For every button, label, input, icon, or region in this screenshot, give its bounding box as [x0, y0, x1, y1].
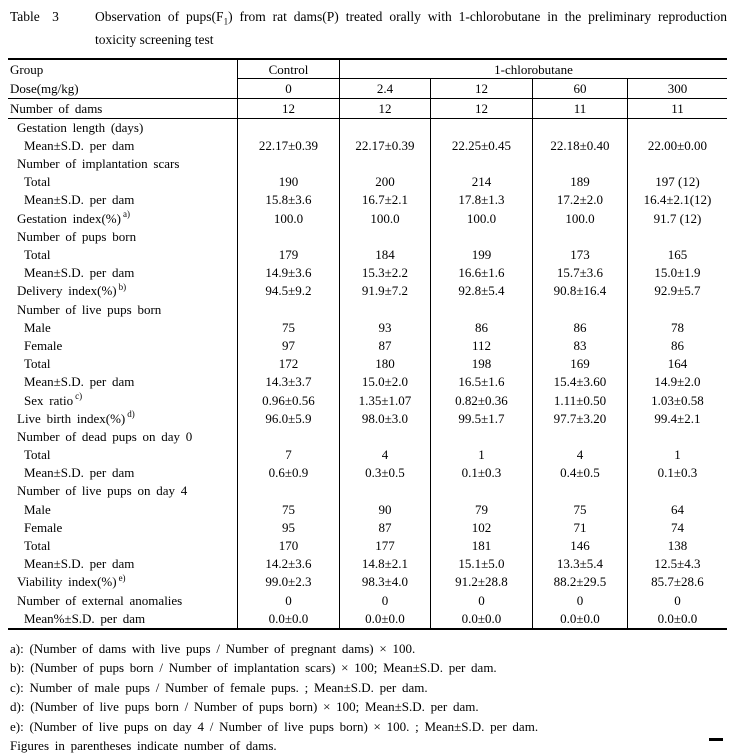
- cell-value: [627, 228, 727, 246]
- table-row: [8, 191, 727, 209]
- cell-value: 200: [339, 173, 430, 191]
- table-row: [8, 337, 727, 355]
- table-row: [8, 519, 727, 537]
- cell-value: 90: [339, 501, 430, 519]
- cell-value: [627, 482, 727, 500]
- table-row: [8, 392, 727, 410]
- footnote-line: b): (Number of pups born / Number of implantation scars) × 100; Mean±S.D. per dam.: [10, 660, 497, 676]
- header-treatment-label: 1-chlorobutane: [339, 60, 727, 79]
- cell-value: [237, 228, 339, 246]
- cell-value: 0: [430, 592, 532, 610]
- cell-value: 15.0±1.9: [627, 264, 727, 282]
- cell-value: [430, 119, 532, 137]
- cell-value: 0: [339, 592, 430, 610]
- row-label: [8, 537, 237, 555]
- cell-value: 138: [627, 537, 727, 555]
- cell-value: [532, 428, 627, 446]
- row-label: [8, 210, 237, 228]
- cell-value: 16.6±1.6: [430, 264, 532, 282]
- cell-value: 7: [237, 446, 339, 464]
- cell-value: 15.8±3.6: [237, 191, 339, 209]
- cell-value: 87: [339, 337, 430, 355]
- footnote-marker: d): [127, 409, 135, 420]
- cell-value: 0.96±0.56: [237, 392, 339, 410]
- table-row: [8, 355, 727, 373]
- cell-value: 0.3±0.5: [339, 464, 430, 482]
- cell-value: 15.1±5.0: [430, 555, 532, 573]
- cell-value: 0: [532, 592, 627, 610]
- cell-value: 15.3±2.2: [339, 264, 430, 282]
- row-label-text: Delivery index(%): [17, 283, 117, 299]
- table-row: [8, 301, 727, 319]
- cell-value: [339, 155, 430, 173]
- footnote-line: e): (Number of live pups on day 4 / Number of live pups born) × 100. ; Mean±S.D. per dam.: [10, 718, 539, 734]
- cell-value: 0.0±0.0: [627, 610, 727, 628]
- cell-value: 15.0±2.0: [339, 373, 430, 391]
- table-row: [8, 119, 727, 137]
- cell-value: 177: [339, 537, 430, 555]
- row-label: [8, 410, 237, 428]
- cell-value: 17.8±1.3: [430, 191, 532, 209]
- cell-value: [339, 228, 430, 246]
- cell-value: 0.1±0.3: [627, 464, 727, 482]
- row-label: [8, 264, 237, 282]
- cell-value: 1.35±1.07: [339, 392, 430, 410]
- row-label: [8, 592, 237, 610]
- table-row: [8, 610, 727, 628]
- row-label-text: Mean±S.D. per dam: [24, 465, 135, 481]
- cell-value: 64: [627, 501, 727, 519]
- cell-value: 0.4±0.5: [532, 464, 627, 482]
- cell-value: 83: [532, 337, 627, 355]
- row-label-text: Total: [24, 174, 51, 190]
- table-caption-text: [95, 8, 727, 49]
- row-label: [8, 355, 237, 373]
- footnotes: [10, 639, 736, 755]
- cell-value: [237, 155, 339, 173]
- row-label-text: Male: [24, 501, 51, 517]
- cell-value: [627, 155, 727, 173]
- footnote-line: Figures in parentheses indicate number of dams.: [10, 737, 277, 753]
- cell-value: 16.7±2.1: [339, 191, 430, 209]
- row-label: [8, 555, 237, 573]
- cell-value: [430, 428, 532, 446]
- cell-value: 146: [532, 537, 627, 555]
- cell-value: 165: [627, 246, 727, 264]
- row-label: [8, 319, 237, 337]
- cell-value: 0.6±0.9: [237, 464, 339, 482]
- cell-value: 22.17±0.39: [237, 137, 339, 155]
- dose-value: 0: [237, 79, 339, 98]
- cell-value: 86: [430, 319, 532, 337]
- results-table: [8, 58, 727, 630]
- cell-value: 190: [237, 173, 339, 191]
- header-control-label: Control: [237, 60, 339, 79]
- footnote-marker: a): [122, 209, 130, 220]
- cell-value: 92.8±5.4: [430, 282, 532, 300]
- cell-value: 75: [237, 501, 339, 519]
- cell-value: 75: [532, 501, 627, 519]
- table-row: [8, 264, 727, 282]
- row-label: [8, 610, 237, 628]
- cell-value: 0.0±0.0: [339, 610, 430, 628]
- cell-value: [339, 428, 430, 446]
- dams-count: 11: [627, 99, 727, 118]
- table-row: [8, 555, 727, 573]
- table-row: [8, 373, 727, 391]
- table-row: [8, 428, 727, 446]
- table-row: [8, 210, 727, 228]
- caption-line1-pre: Observation of pups(F: [95, 9, 224, 24]
- caption-line1-post: ) from rat dams(P) treated orally with 1-chlorobutane in the preliminary reproduction: [228, 9, 727, 24]
- row-label-text: Total: [24, 538, 51, 553]
- row-label-text: Live birth index(%): [17, 410, 126, 426]
- header-group-label: Group: [10, 61, 44, 77]
- row-label-text: Female: [24, 519, 63, 535]
- row-label: [8, 301, 237, 319]
- row-label-text: Total: [24, 356, 51, 372]
- cell-value: 0: [627, 592, 727, 610]
- cell-value: 164: [627, 355, 727, 373]
- footnote-line: d): (Number of live pups born / Number of pups born) × 100; Mean±S.D. per dam.: [10, 699, 479, 715]
- cell-value: [430, 482, 532, 500]
- cell-value: 88.2±29.5: [532, 573, 627, 591]
- table-row: [8, 537, 727, 555]
- table-row: [8, 464, 727, 482]
- row-label-text: Mean±S.D. per dam: [24, 192, 135, 208]
- cell-value: [627, 301, 727, 319]
- dams-count: 12: [339, 99, 430, 118]
- footnote-marker: b): [118, 282, 127, 293]
- cell-value: [532, 228, 627, 246]
- cell-value: 85.7±28.6: [627, 573, 727, 591]
- cell-value: [339, 482, 430, 500]
- cell-value: [532, 482, 627, 500]
- table-row: [8, 173, 727, 191]
- cell-value: 179: [237, 246, 339, 264]
- row-label-text: Number of implantation scars: [17, 156, 180, 172]
- cell-value: 1: [627, 446, 727, 464]
- row-label-text: Number of live pups on day 4: [17, 483, 188, 499]
- row-label: [8, 373, 237, 391]
- cell-value: 0.0±0.0: [532, 610, 627, 628]
- cell-value: 74: [627, 519, 727, 537]
- cell-value: 172: [237, 355, 339, 373]
- row-label-text: Sex ratio: [24, 392, 74, 408]
- dams-count: 12: [237, 99, 339, 118]
- cell-value: 100.0: [430, 210, 532, 228]
- caption-line1: [95, 8, 727, 31]
- cell-value: [430, 228, 532, 246]
- row-label-text: Mean%±S.D. per dam: [24, 610, 146, 626]
- cell-value: 4: [532, 446, 627, 464]
- cell-value: 173: [532, 246, 627, 264]
- table-row: [8, 410, 727, 428]
- header-dose-label: Dose(mg/kg): [10, 80, 79, 96]
- cell-value: 170: [237, 537, 339, 555]
- cell-value: 180: [339, 355, 430, 373]
- footnote-marker: e): [118, 573, 126, 584]
- table-row: [8, 155, 727, 173]
- cell-value: 91.7 (12): [627, 210, 727, 228]
- row-label: [8, 519, 237, 537]
- cell-value: 184: [339, 246, 430, 264]
- cell-value: 100.0: [532, 210, 627, 228]
- row-label: [8, 428, 237, 446]
- row-label: [8, 282, 237, 300]
- cell-value: 22.18±0.40: [532, 137, 627, 155]
- cell-value: 93: [339, 319, 430, 337]
- row-label-text: Gestation length (days): [17, 119, 144, 135]
- row-label-text: Gestation index(%): [17, 210, 121, 226]
- header-row-group: [8, 60, 727, 79]
- table-number: Table 3: [10, 9, 59, 24]
- caption-line2: toxicity screening test: [95, 31, 214, 47]
- cell-value: 95: [237, 519, 339, 537]
- cell-value: 22.00±0.00: [627, 137, 727, 155]
- row-label: [8, 392, 237, 410]
- dams-count: 11: [532, 99, 627, 118]
- cell-value: 0.82±0.36: [430, 392, 532, 410]
- cell-value: [339, 301, 430, 319]
- cell-value: 15.7±3.6: [532, 264, 627, 282]
- cell-value: 17.2±2.0: [532, 191, 627, 209]
- cell-value: [237, 119, 339, 137]
- cell-value: 13.3±5.4: [532, 555, 627, 573]
- cell-value: [532, 155, 627, 173]
- row-label: [8, 119, 237, 137]
- table-row: [8, 282, 727, 300]
- row-label: [8, 246, 237, 264]
- cell-value: 214: [430, 173, 532, 191]
- cell-value: 92.9±5.7: [627, 282, 727, 300]
- cell-value: 90.8±16.4: [532, 282, 627, 300]
- row-label: [8, 446, 237, 464]
- row-label: [8, 155, 237, 173]
- table-row: [8, 137, 727, 155]
- cell-value: [237, 428, 339, 446]
- row-label-text: Mean±S.D. per dam: [24, 265, 135, 281]
- row-label: [8, 501, 237, 519]
- table-row: [8, 501, 727, 519]
- cell-value: 1.03±0.58: [627, 392, 727, 410]
- cell-value: 15.4±3.60: [532, 373, 627, 391]
- caption-f1-subscript: 1: [223, 16, 229, 27]
- cell-value: 100.0: [339, 210, 430, 228]
- row-label: [8, 573, 237, 591]
- cell-value: 189: [532, 173, 627, 191]
- cell-value: 96.0±5.9: [237, 410, 339, 428]
- table-caption: [0, 0, 736, 49]
- cell-value: [430, 301, 532, 319]
- footnote-line: c): Number of male pups / Number of female pups. ; Mean±S.D. per dam.: [10, 679, 428, 695]
- row-label-text: Number of dead pups on day 0: [17, 428, 193, 444]
- footnote-marker: c): [75, 391, 83, 402]
- row-label: [8, 137, 237, 155]
- cell-value: [627, 428, 727, 446]
- row-label: [8, 464, 237, 482]
- cell-value: 94.5±9.2: [237, 282, 339, 300]
- table-row: [8, 319, 727, 337]
- cell-value: 75: [237, 319, 339, 337]
- row-label-text: Mean±S.D. per dam: [24, 374, 135, 390]
- cell-value: 16.4±2.1(12): [627, 191, 727, 209]
- cell-value: 112: [430, 337, 532, 355]
- cell-value: 99.5±1.7: [430, 410, 532, 428]
- row-label: [8, 191, 237, 209]
- cell-value: 97.7±3.20: [532, 410, 627, 428]
- cell-value: 0.1±0.3: [430, 464, 532, 482]
- cell-value: 14.3±3.7: [237, 373, 339, 391]
- cell-value: 14.9±2.0: [627, 373, 727, 391]
- cell-value: 99.4±2.1: [627, 410, 727, 428]
- cell-value: 91.2±28.8: [430, 573, 532, 591]
- cell-value: 100.0: [237, 210, 339, 228]
- row-label: [8, 228, 237, 246]
- cell-value: 4: [339, 446, 430, 464]
- cell-value: 99.0±2.3: [237, 573, 339, 591]
- row-label-text: Number of live pups born: [17, 301, 162, 317]
- cell-value: 0: [237, 592, 339, 610]
- row-label-text: Male: [24, 319, 51, 335]
- dose-value: 12: [430, 79, 532, 98]
- row-label-text: Mean±S.D. per dam: [24, 556, 135, 572]
- cell-value: 169: [532, 355, 627, 373]
- cell-value: 14.8±2.1: [339, 555, 430, 573]
- cell-value: 1: [430, 446, 532, 464]
- header-dams-label: Number of dams: [10, 100, 103, 116]
- table-row: [8, 446, 727, 464]
- cell-value: [237, 301, 339, 319]
- cell-value: 86: [532, 319, 627, 337]
- cell-value: [627, 119, 727, 137]
- cell-value: 98.0±3.0: [339, 410, 430, 428]
- cell-value: 1.11±0.50: [532, 392, 627, 410]
- row-label-text: Total: [24, 447, 51, 463]
- header-row-dams: [8, 99, 727, 119]
- cell-value: 86: [627, 337, 727, 355]
- row-label-text: Total: [24, 247, 51, 262]
- cell-value: 78: [627, 319, 727, 337]
- cell-value: [430, 155, 532, 173]
- cell-value: 14.2±3.6: [237, 555, 339, 573]
- row-label: [8, 482, 237, 500]
- row-label: [8, 173, 237, 191]
- cell-value: [237, 482, 339, 500]
- cell-value: 79: [430, 501, 532, 519]
- cell-value: 197 (12): [627, 173, 727, 191]
- row-label-text: Viability index(%): [17, 574, 117, 590]
- cell-value: [339, 119, 430, 137]
- cell-value: 199: [430, 246, 532, 264]
- cell-value: 0.0±0.0: [237, 610, 339, 628]
- cell-value: 22.17±0.39: [339, 137, 430, 155]
- table-row: [8, 228, 727, 246]
- row-label-text: Female: [24, 337, 63, 353]
- cell-value: 16.5±1.6: [430, 373, 532, 391]
- cell-value: [532, 301, 627, 319]
- row-label-text: Number of external anomalies: [17, 592, 183, 608]
- cell-value: 14.9±3.6: [237, 264, 339, 282]
- cell-value: 71: [532, 519, 627, 537]
- row-label-text: Number of pups born: [17, 228, 137, 244]
- header-row-dose: [8, 79, 727, 99]
- dose-value: 300: [627, 79, 727, 98]
- cell-value: 98.3±4.0: [339, 573, 430, 591]
- cell-value: 22.25±0.45: [430, 137, 532, 155]
- table-row: [8, 246, 727, 264]
- cell-value: 97: [237, 337, 339, 355]
- cell-value: 181: [430, 537, 532, 555]
- cell-value: 87: [339, 519, 430, 537]
- cell-value: 102: [430, 519, 532, 537]
- table-row: [8, 573, 727, 591]
- dams-count: 12: [430, 99, 532, 118]
- cell-value: [532, 119, 627, 137]
- table-row: [8, 482, 727, 500]
- table-body: [8, 119, 727, 628]
- dose-value: 2.4: [339, 79, 430, 98]
- row-label-text: Mean±S.D. per dam: [24, 137, 135, 153]
- cell-value: 12.5±4.3: [627, 555, 727, 573]
- page-corner-mark: [709, 738, 723, 741]
- cell-value: 198: [430, 355, 532, 373]
- row-label: [8, 337, 237, 355]
- cell-value: 0.0±0.0: [430, 610, 532, 628]
- table-row: [8, 592, 727, 610]
- dose-value: 60: [532, 79, 627, 98]
- cell-value: 91.9±7.2: [339, 282, 430, 300]
- footnote-line: a): (Number of dams with live pups / Number of pregnant dams) × 100.: [10, 640, 416, 656]
